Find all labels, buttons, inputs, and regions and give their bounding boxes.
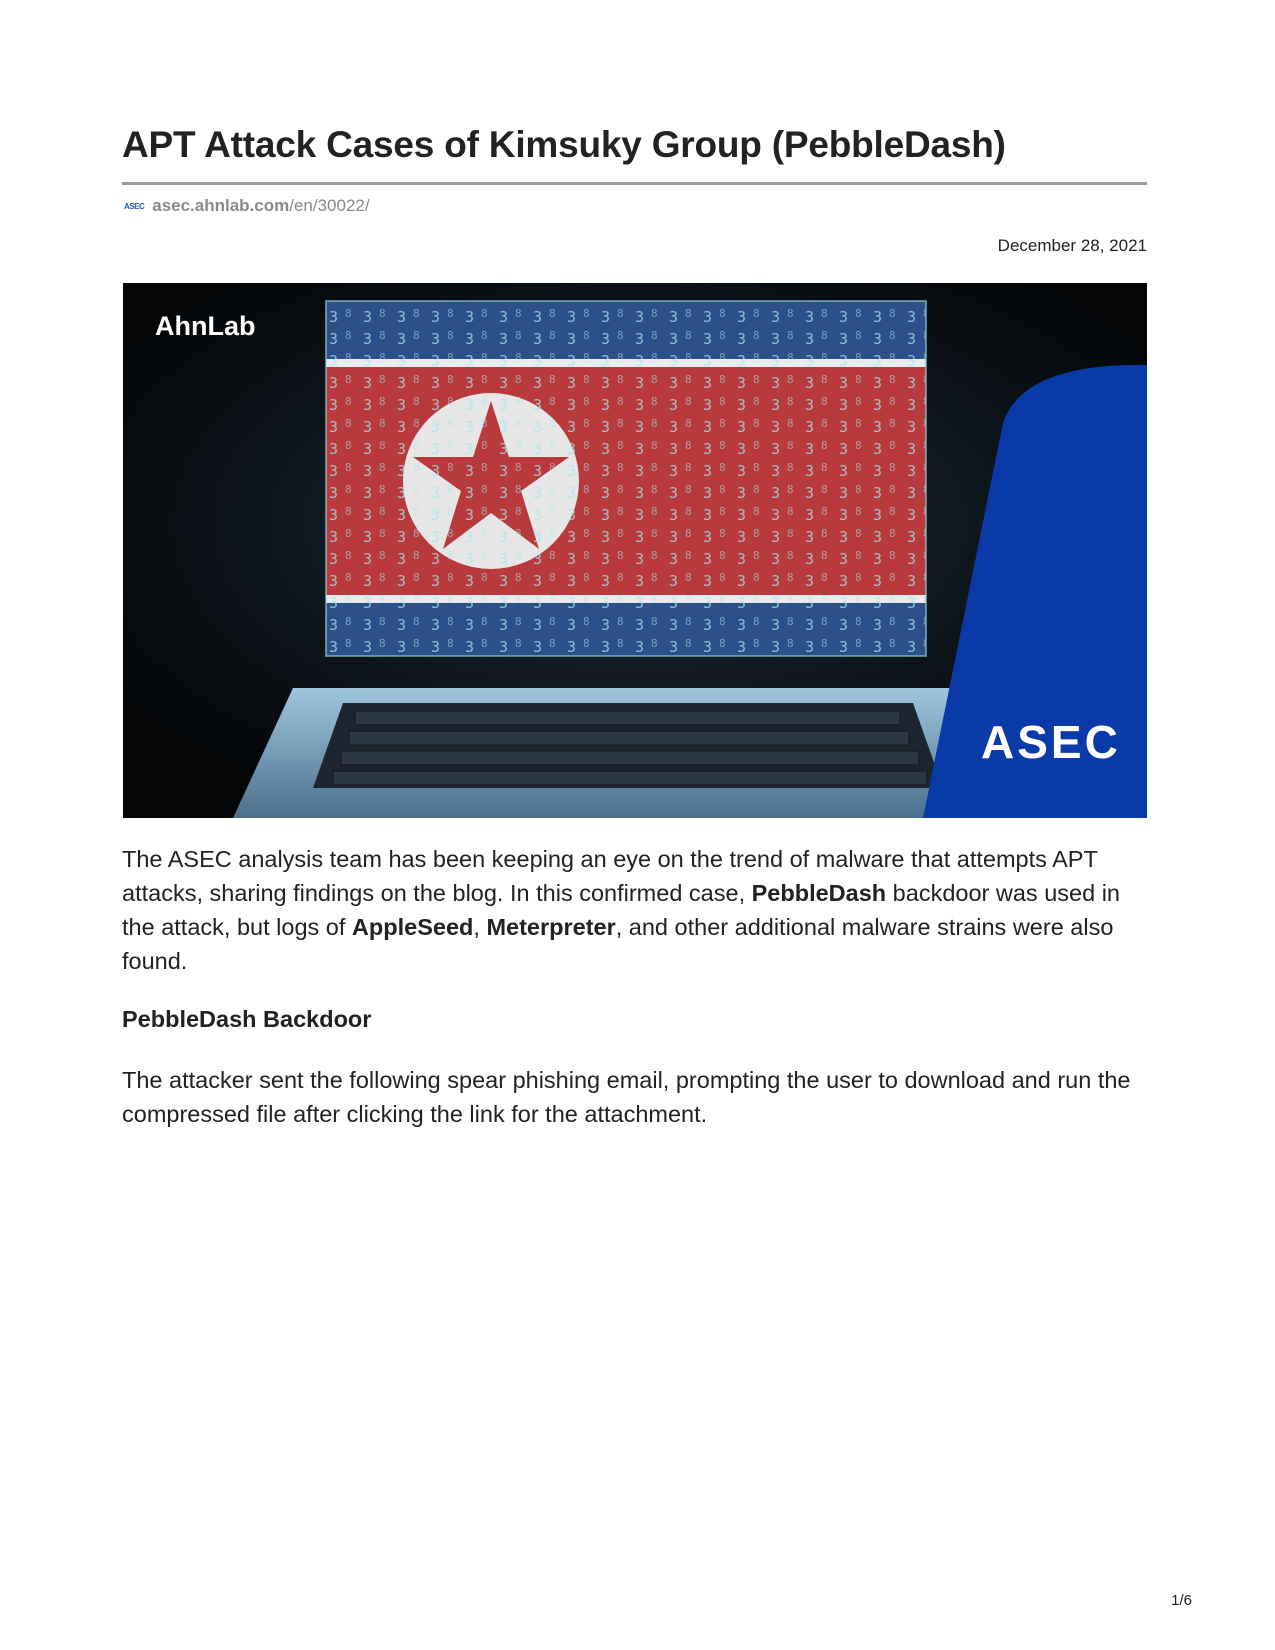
- intro-bold-appleseed: AppleSeed: [351, 914, 474, 940]
- ahnlab-logo: AhnLab: [155, 311, 256, 341]
- intro-text-3: ,: [473, 914, 487, 940]
- laptop-keyboard: [233, 688, 1028, 818]
- asec-logo: ASEC: [981, 716, 1121, 768]
- source-link[interactable]: [124, 196, 370, 216]
- intro-text-4: , and other additional malware strains were also found.: [122, 914, 1114, 974]
- intro-bold-pebbledash: PebbleDash: [751, 880, 887, 906]
- intro-text-2: backdoor was used in the attack, but logs of: [122, 880, 1120, 940]
- page-number: 1/6: [1171, 1592, 1192, 1609]
- title-divider: [122, 182, 1147, 185]
- intro-text-1: The ASEC analysis team has been keeping an eye on the trend of malware that attempts APT attacks, sharing findings on the blog. In this confirmed case,: [122, 846, 1098, 906]
- intro-paragraph: [122, 842, 1142, 978]
- intro-bold-meterpreter: Meterpreter: [486, 914, 616, 940]
- asec-favicon-icon: ASEC: [124, 201, 145, 211]
- page-title: APT Attack Cases of Kimsuky Group (PebbleDash): [122, 124, 1006, 165]
- publish-date: December 28, 2021: [997, 236, 1147, 255]
- source-domain: asec.ahnlab.com: [152, 196, 290, 215]
- source-path: /en/30022/: [289, 196, 370, 215]
- hero-image: [123, 283, 1147, 818]
- section-heading: PebbleDash Backdoor: [122, 1006, 372, 1032]
- flag-screen: [326, 301, 926, 656]
- section-paragraph: The attacker sent the following spear phishing email, prompting the user to download and run the compressed file after clicking the link for the attachment.: [122, 1067, 1131, 1127]
